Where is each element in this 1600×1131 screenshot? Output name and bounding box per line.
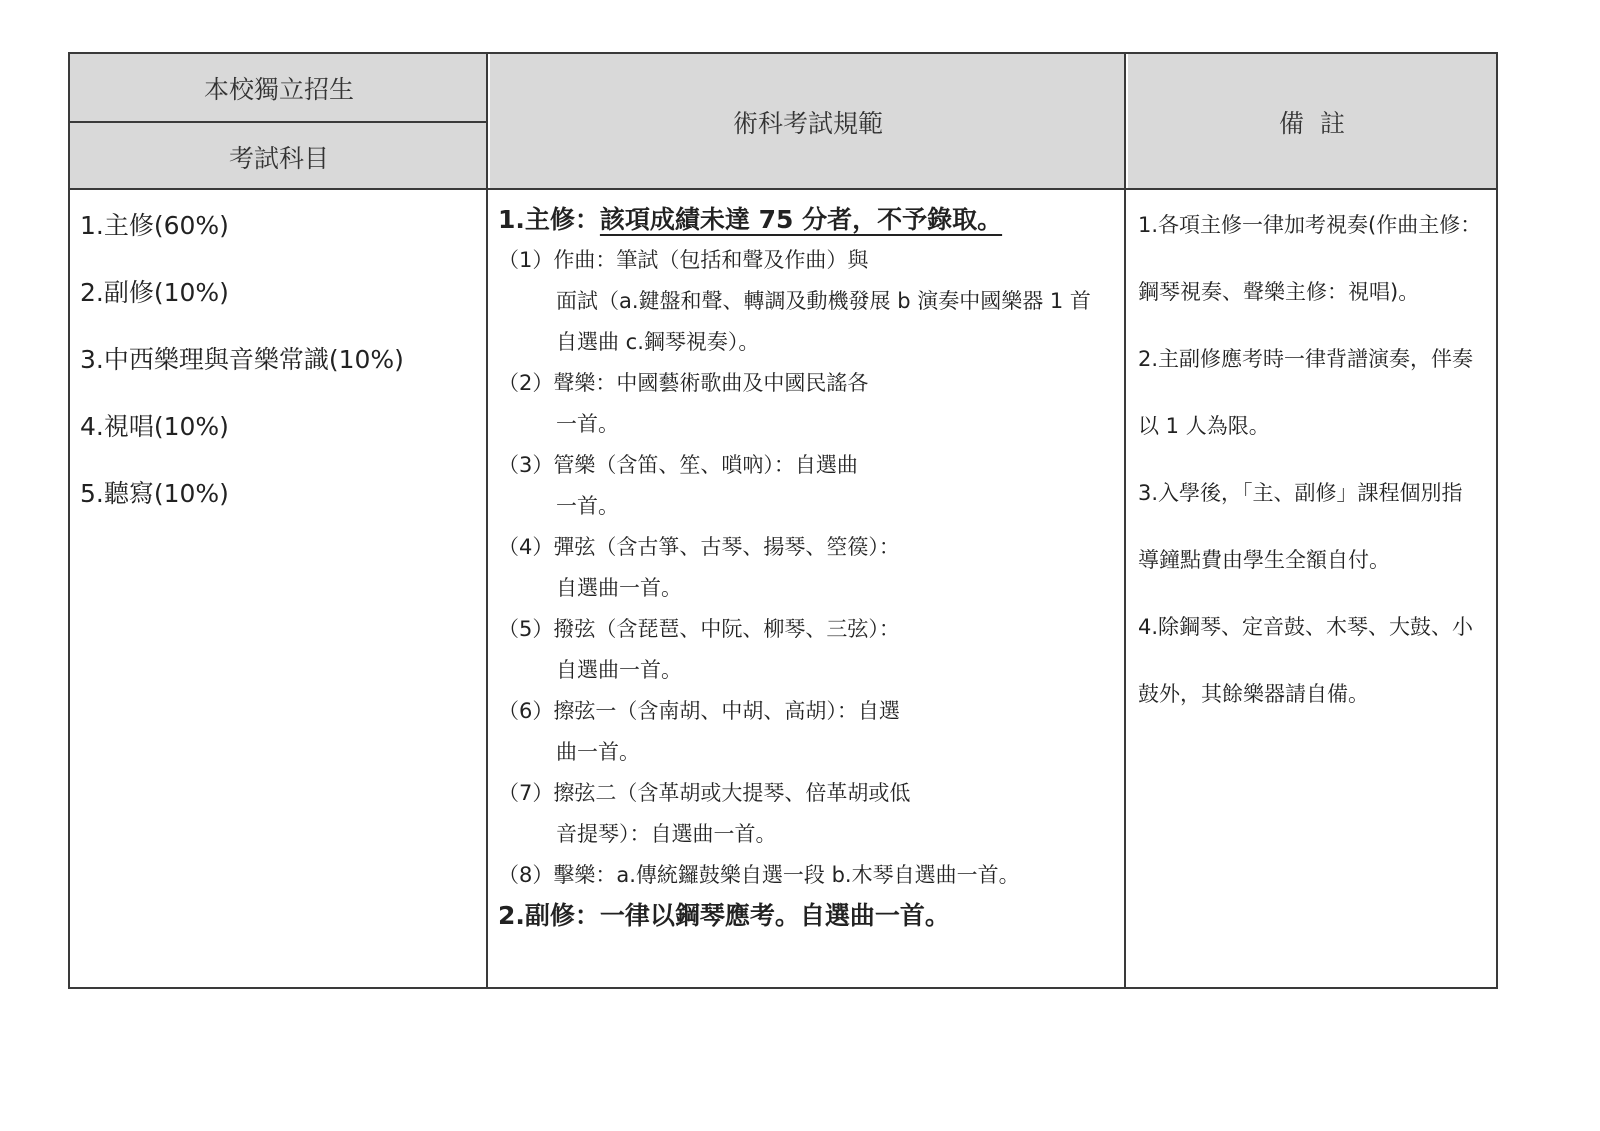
major-rule: 該項成績未達 75 分者，不予錄取。 [599,205,1003,234]
remark-line: 鋼琴視奏、聲樂主修：視唱)。 [1138,280,1420,304]
header-exam-subjects [70,123,488,190]
remark-line: 1.各項主修一律加考視奏(作曲主修： [1138,213,1482,237]
remark-line: 以 1 人為限。 [1138,414,1270,438]
spec-line: （3）管樂（含笛、笙、嗩吶）：自選曲 [498,453,858,477]
header-exam-subjects-text: 考試科目 [228,143,329,173]
spec-line: （8）擊樂：a.傳統鑼鼓樂自選一段 b.木琴自選曲一首。 [498,863,1020,887]
spec-line: 曲一首。 [556,740,640,764]
subject-item: 5.聽寫(10%) [80,479,229,508]
spec-line: 自選曲一首。 [556,658,682,682]
header-exam-specs-text: 術科考試規範 [732,109,883,138]
remark-line: 3.入學後，「主、副修」課程個別指 [1138,481,1463,505]
spec-line: （7）擦弦二（含革胡或大提琴、倍革胡或低 [498,781,911,805]
spec-line: 自選曲 c.鋼琴視奏）。 [556,330,760,354]
spec-line: 一首。 [556,412,619,436]
header-divider-left [70,121,488,123]
spec-line: （2）聲樂：中國藝術歌曲及中國民謠各 [498,371,869,395]
subjects-list [70,190,488,539]
subject-item: 3.中西樂理與音樂常識(10%) [80,345,404,374]
exam-table [68,52,1498,989]
remarks-content [1128,190,1496,744]
header-remarks-text: 備 註 [1279,109,1345,138]
subject-item: 1.主修(60%) [80,211,229,240]
minor-heading: 2.副修：一律以鋼琴應考。自選曲一首。 [498,901,950,930]
spec-line: （6）擦弦一（含南胡、中胡、高胡）：自選 [498,699,900,723]
subject-item: 2.副修(10%) [80,278,229,307]
spec-line: 面試（a.鍵盤和聲、轉調及動機發展 b 演奏中國樂器 1 首 [556,289,1091,313]
spec-line: 一首。 [556,494,619,518]
subject-item: 4.視唱(10%) [80,412,229,441]
header-independent-admission [70,54,488,121]
spec-line: 音提琴）：自選曲一首。 [556,822,777,846]
spec-line: 自選曲一首。 [556,576,682,600]
major-heading [498,200,1126,240]
remark-line: 2.主副修應考時一律背譜演奏，伴奏 [1138,347,1474,371]
major-label: 1.主修： [498,205,600,234]
remark-line: 導鐘點費由學生全額自付。 [1138,548,1390,572]
remark-line: 4.除鋼琴、定音鼓、木琴、大鼓、小 [1138,615,1474,639]
header-exam-specs [490,54,1126,190]
remark-line: 鼓外，其餘樂器請自備。 [1138,682,1369,706]
specs-content [490,190,1126,936]
spec-line: （5）撥弦（含琵琶、中阮、柳琴、三弦）： [498,617,900,641]
spec-line: （1）作曲：筆試（包括和聲及作曲）與 [498,248,869,272]
header-independent-admission-text: 本校獨立招生 [203,74,354,104]
header-remarks [1128,54,1496,190]
spec-line: （4）彈弦（含古箏、古琴、揚琴、箜篌）： [498,535,900,559]
